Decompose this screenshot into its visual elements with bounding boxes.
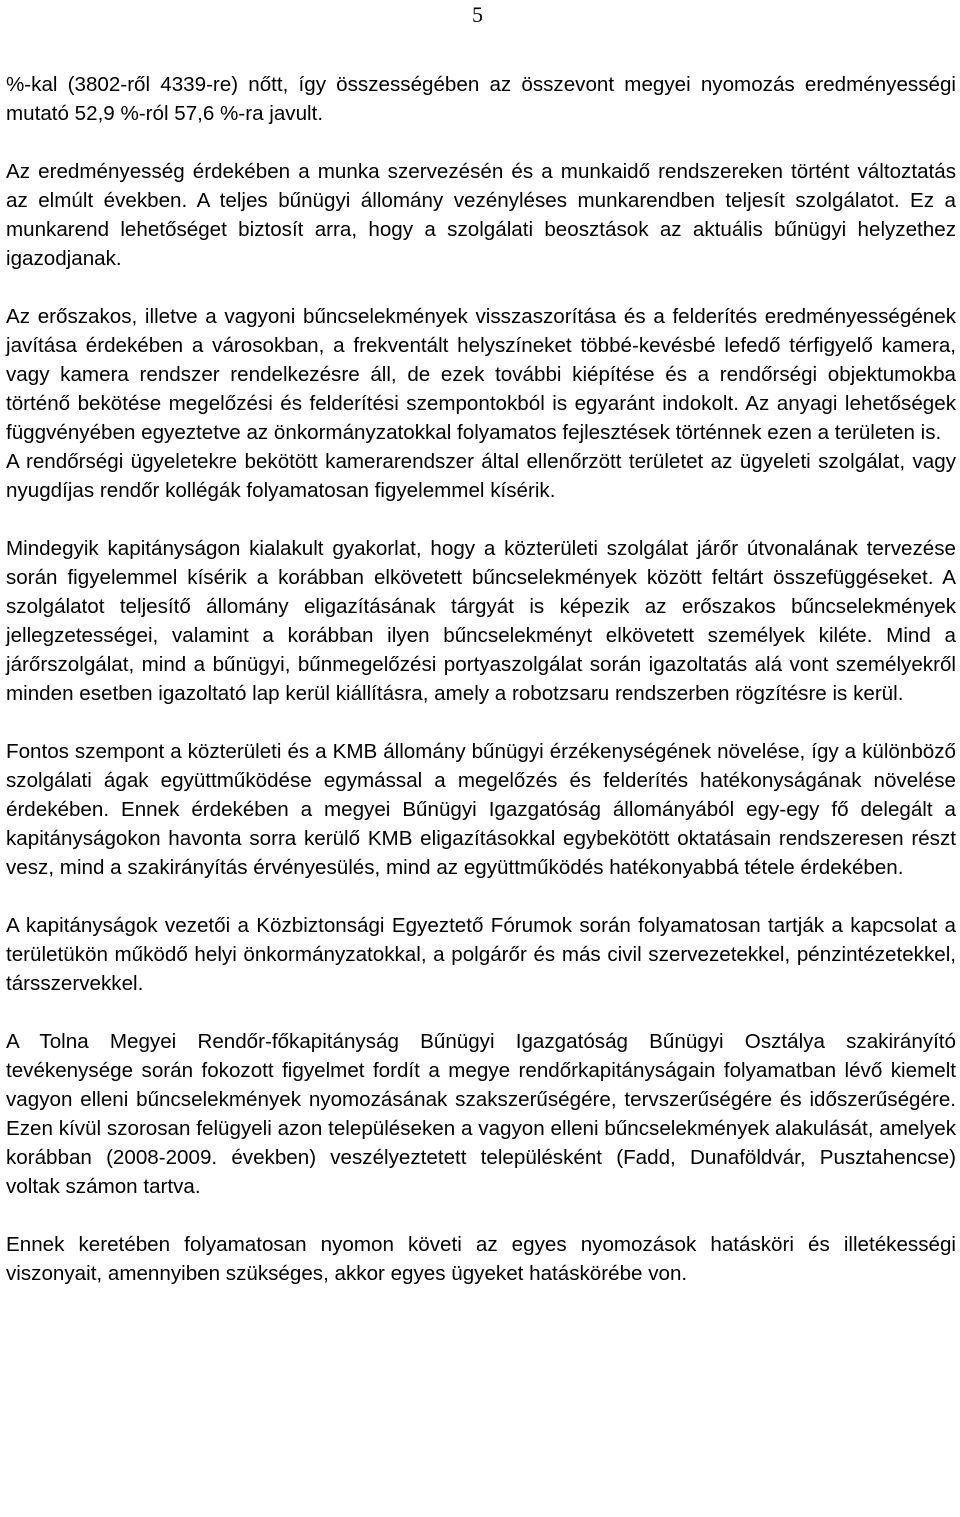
paragraph-2: Az eredményesség érdekében a munka szervezésén és a munkaidő rendszereken történt változtatás az elmúlt években. A teljes bűnügyi állomány vezényléses munkarendben teljesít szolgálatot. Ez a munkarend lehetőséget biztosít arra, hogy a szolgálati beosztások az aktuális bűnügyi helyzethez igazodjanak.: [6, 160, 956, 270]
document-body: [6, 70, 956, 1288]
paragraph-1: %-kal (3802-ről 4339-re) nőtt, így összességében az összevont megyei nyomozás eredményességi mutató 52,9 %-ról 57,6 %-ra javult.: [6, 73, 956, 125]
paragraph-5: Mindegyik kapitányságon kialakult gyakorlat, hogy a közterületi szolgálat járőr útvonalának tervezése során figyelemmel kísérik a korábban elkövetett bűncselekmények között feltárt összefüggéseket. A szolgálatot teljesítő állomány eligazításának tárgyát is képezik az erőszakos bűncselekmények jellegzetességei, valamint a korábban ilyen bűncselekményt elkövetett személyek kiléte. Mind a járőrszolgálat, mind a bűnügyi, bűnmegelőzési portyaszolgálat során igazoltatás alá vont személyekről minden esetben igazoltató lap kerül kiállításra, amely a robotzsaru rendszerben rögzítésre is kerül.: [6, 537, 956, 705]
paragraph-4: A rendőrségi ügyeletekre bekötött kamerarendszer által ellenőrzött területet az ügyeleti szolgálat, vagy nyugdíjas rendőr kollégák folyamatosan figyelemmel kísérik.: [6, 450, 956, 502]
paragraph-8: A Tolna Megyei Rendőr-főkapitányság Bűnügyi Igazgatóság Bűnügyi Osztálya szakirányító tevékenysége során fokozott figyelmet fordít a megye rendőrkapitányságain folyamatban lévő kiemelt vagyon elleni bűncselekmények nyomozásának szakszerűségére, tervszerűségére és időszerűségére. Ezen kívül szorosan felügyeli azon településeken a vagyon elleni bűncselekmények alakulását, amelyek korábban (2008-2009. években) veszélyeztetett településként (Fadd, Dunaföldvár, Pusztahencse) voltak számon tartva.: [6, 1030, 956, 1198]
paragraph-9: Ennek keretében folyamatosan nyomon követi az egyes nyomozások hatásköri és illetékességi viszonyait, amennyiben szükséges, akkor egyes ügyeket hatáskörébe von.: [6, 1233, 956, 1285]
paragraph-7: A kapitányságok vezetői a Közbiztonsági Egyeztető Fórumok során folyamatosan tartják a kapcsolat a területükön működő helyi önkormányzatokkal, a polgárőr és más civil szervezetekkel, pénzintézetekkel, társszervekkel.: [6, 914, 956, 995]
paragraph-6: Fontos szempont a közterületi és a KMB állomány bűnügyi érzékenységének növelése, így a különböző szolgálati ágak együttműködése egymással a megelőzés és felderítés hatékonyságának növelése érdekében. Ennek érdekében a megyei Bűnügyi Igazgatóság állományából egy-egy fő delegált a kapitányságokon havonta sorra kerülő KMB eligazításokkal egybekötött oktatásain rendszeresen részt vesz, mind a szakirányítás érvényesülés, mind az együttműködés hatékonyabbá tétele érdekében.: [6, 740, 956, 879]
paragraph-3: Az erőszakos, illetve a vagyoni bűncselekmények visszaszorítása és a felderítés eredményességének javítása érdekében a városokban, a frekventált helyszíneket többé-kevésbé lefedő térfigyelő kamera, vagy kamera rendszer rendelkezésre áll, de ezek további kiépítése és a rendőrségi objektumokba történő bekötése megelőzési és felderítési szempontokból is egyaránt indokolt. Az anyagi lehetőségek függvényében egyeztetve az önkormányzatokkal folyamatos fejlesztések történnek ezen a területen is.: [6, 305, 956, 444]
page-number: 5: [472, 2, 483, 27]
